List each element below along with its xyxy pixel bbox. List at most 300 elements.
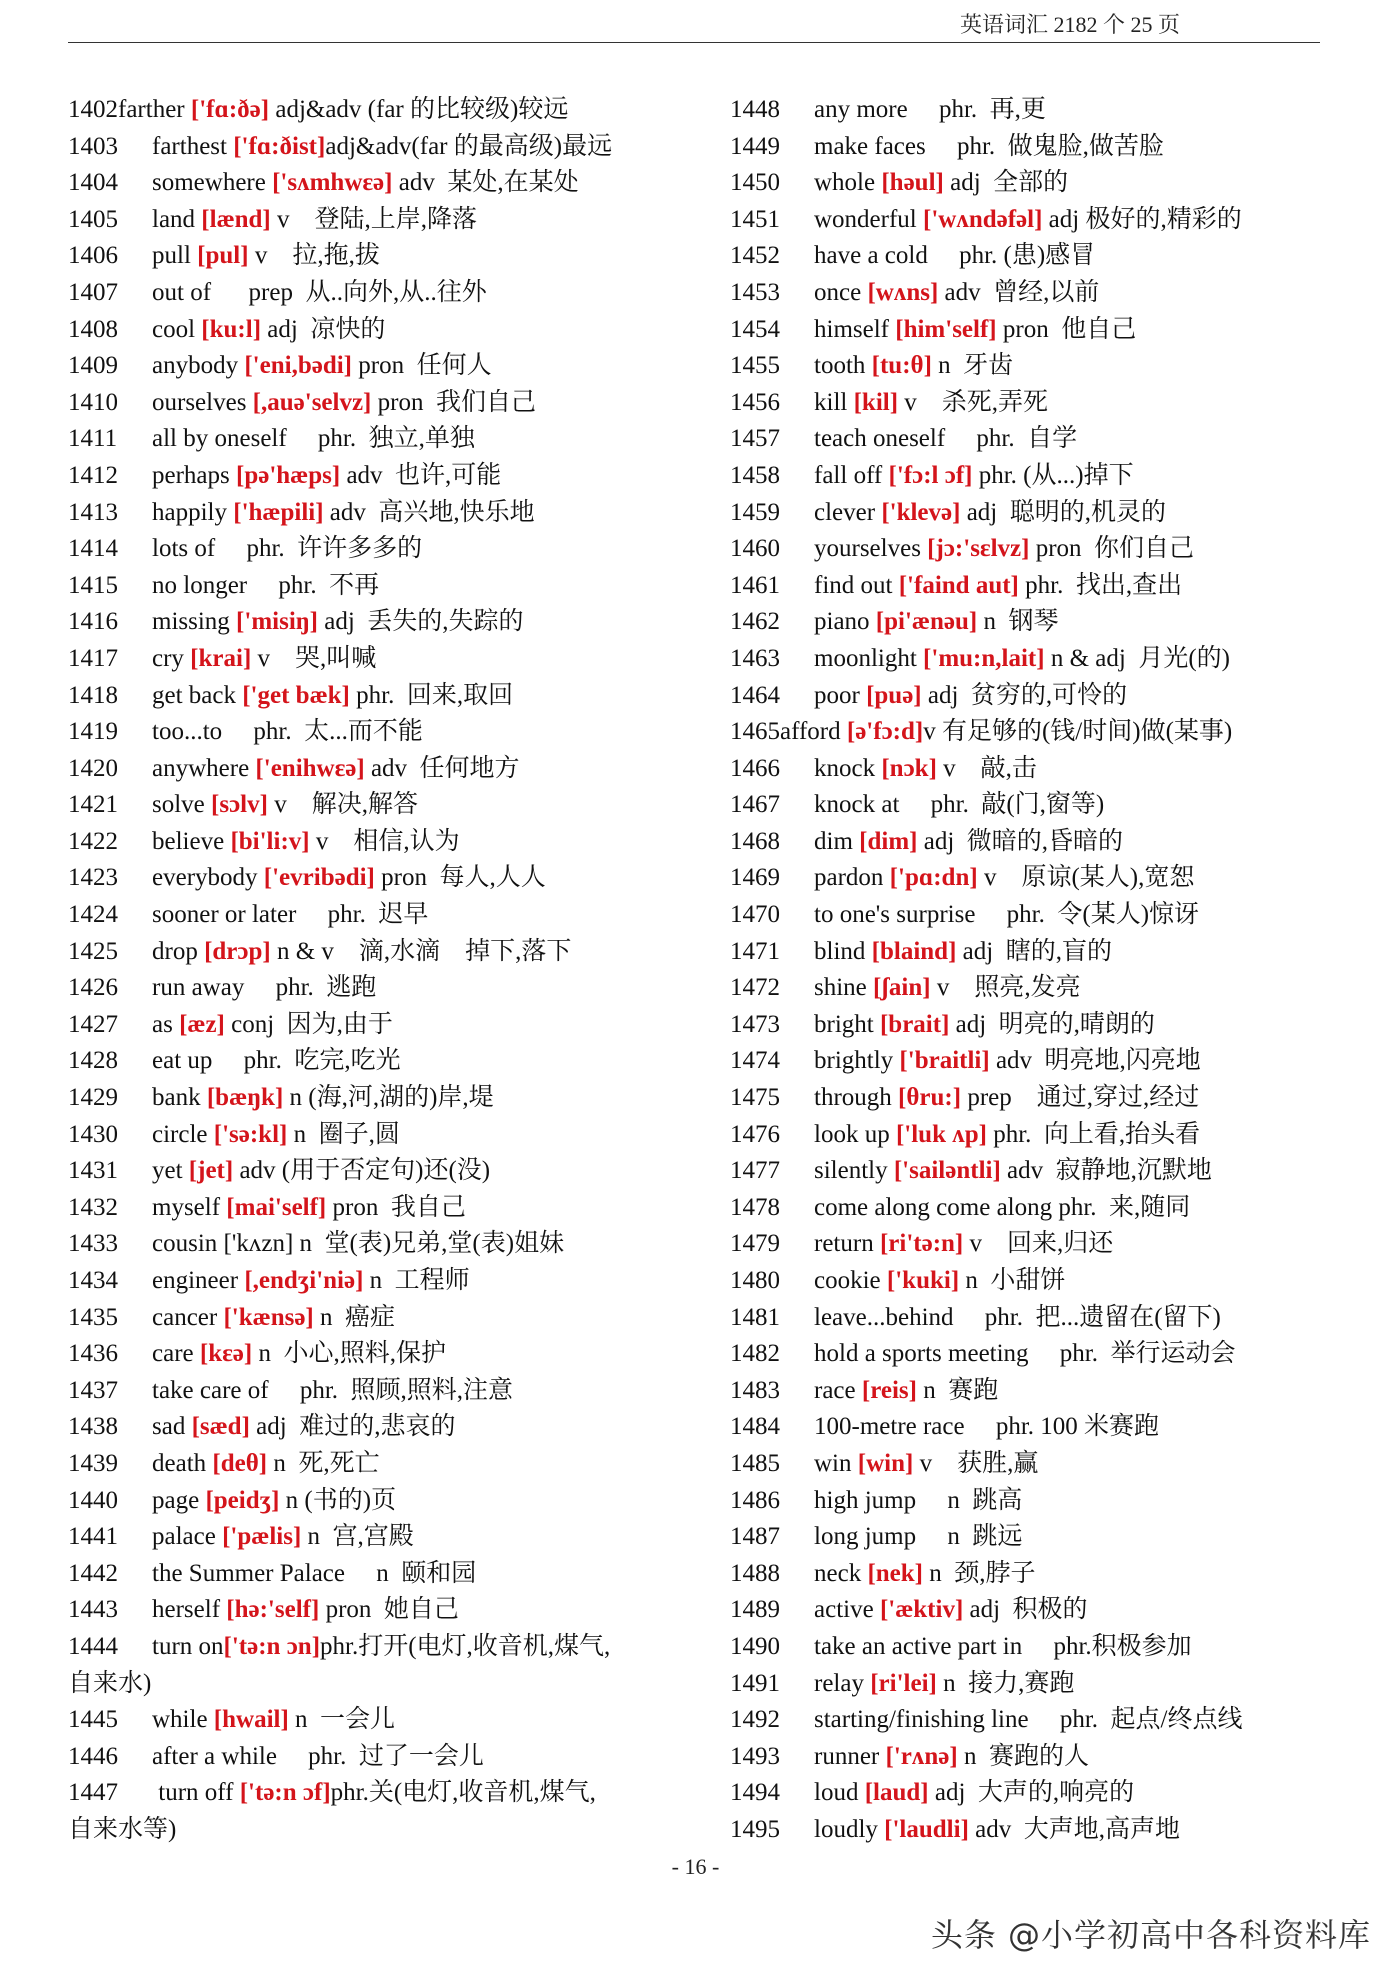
entry-word: clever xyxy=(814,498,882,526)
entry-number: 1485 xyxy=(730,1449,780,1477)
entry-word: believe xyxy=(152,827,231,855)
entry-definition: n 赛跑 xyxy=(916,1376,999,1404)
entry-definition: adv 高兴地,快乐地 xyxy=(323,498,535,526)
entry-definition: adj&adv(far 的最高级)最远 xyxy=(325,132,613,160)
entry-number: 1426 xyxy=(68,974,118,1002)
entry-number: 1482 xyxy=(730,1340,780,1368)
entry-phonetic: [kɛə] xyxy=(199,1340,253,1368)
entry-phonetic: [ri'tə:n] xyxy=(879,1230,964,1258)
entry-word: the Summer Palace n 颐和园 xyxy=(152,1559,477,1587)
vocab-entry xyxy=(730,1666,1350,1703)
vocab-entry xyxy=(68,641,688,678)
page-header: 英语词汇 2182 个 25 页 xyxy=(959,12,1180,37)
vocab-entry xyxy=(68,531,688,568)
entry-number: 1439 xyxy=(68,1449,118,1477)
entry-definition: n 癌症 xyxy=(313,1303,396,1331)
entry-definition: pron 我们自己 xyxy=(371,388,536,416)
entry-word: neck xyxy=(814,1559,868,1587)
entry-phonetic: [jɔ:'sɛlvz] xyxy=(927,535,1030,563)
entry-number: 1457 xyxy=(730,425,780,453)
entry-definition: n 钢琴 xyxy=(977,608,1059,636)
vocab-entry xyxy=(730,202,1350,239)
entry-number: 1460 xyxy=(730,535,780,563)
entry-word: leave...behind phr. 把...遗留在(留下) xyxy=(814,1303,1221,1331)
entry-number: 1427 xyxy=(68,1010,118,1038)
entry-number: 1466 xyxy=(730,754,780,782)
entry-phonetic: [bæŋk] xyxy=(206,1084,284,1112)
entry-word: turn on xyxy=(152,1632,224,1660)
vocab-entry xyxy=(730,1629,1350,1666)
entry-definition: pron 她自己 xyxy=(319,1596,459,1624)
entry-phonetic: [ri'lei] xyxy=(870,1669,937,1697)
entry-number: 1495 xyxy=(730,1815,780,1843)
entry-definition: adv (用于否定句)还(没) xyxy=(233,1157,491,1185)
entry-word: engineer xyxy=(152,1267,245,1294)
entry-phonetic: [nɔk] xyxy=(881,754,937,782)
entry-word: missing xyxy=(152,608,237,636)
entry-number: 1430 xyxy=(68,1120,118,1148)
vocab-entry xyxy=(68,1629,688,1702)
entry-word: dim xyxy=(814,827,860,855)
vocab-entry xyxy=(68,1556,688,1593)
vocab-entry xyxy=(730,1592,1350,1629)
entry-definition: adj 丢失的,失踪的 xyxy=(318,608,524,636)
entry-phonetic: ['sʌmhwɛə] xyxy=(272,169,393,197)
entry-word: sooner or later phr. 迟早 xyxy=(152,901,429,929)
entry-word: yet xyxy=(152,1157,189,1185)
entry-definition: v 有足够的(钱/时间)做(某事) xyxy=(923,718,1233,746)
entry-phonetic: ['pɑ:dn] xyxy=(889,864,978,892)
entry-number: 1452 xyxy=(730,242,780,270)
entry-phonetic: [mai'self] xyxy=(226,1193,327,1221)
entry-phonetic: [blaind] xyxy=(871,937,957,965)
entry-definition: adv 曾经,以前 xyxy=(938,278,1100,306)
entry-number: 1432 xyxy=(68,1193,118,1221)
vocab-entry xyxy=(68,1483,688,1520)
entry-word: teach oneself phr. 自学 xyxy=(814,425,1078,453)
entry-definition: v 敲,击 xyxy=(936,754,1037,782)
entry-word: page xyxy=(152,1486,206,1514)
entry-definition: adj 聪明的,机灵的 xyxy=(960,498,1166,526)
entry-definition: pron 我自己 xyxy=(326,1193,466,1221)
entry-word: take care of phr. 照顾,照料,注意 xyxy=(152,1376,514,1404)
entry-number: 1480 xyxy=(730,1267,780,1294)
entry-phonetic: [dim] xyxy=(859,827,918,855)
entry-definition: v 照亮,发亮 xyxy=(930,974,1081,1002)
vocab-entry xyxy=(730,421,1350,458)
entry-word: tooth xyxy=(814,352,872,380)
vocab-entry xyxy=(730,970,1350,1007)
entry-word: too...to phr. 太...而不能 xyxy=(152,718,423,746)
entry-number: 1418 xyxy=(68,681,118,709)
header-rule xyxy=(68,42,1320,43)
entry-definition: adj 极好的,精彩的 xyxy=(1042,205,1242,233)
vocab-entry xyxy=(730,1519,1350,1556)
entry-definition: adv 明亮地,闪亮地 xyxy=(989,1047,1201,1075)
entry-number: 1494 xyxy=(730,1779,780,1807)
vocab-entry xyxy=(68,312,688,349)
entry-number: 1470 xyxy=(730,901,780,929)
vocab-entry xyxy=(68,1263,688,1300)
entry-definition: adj 全部的 xyxy=(943,169,1069,197)
entry-definition: phr.关(电灯,收音机,煤气, xyxy=(330,1779,596,1807)
vocab-entry xyxy=(730,458,1350,495)
entry-word: 100-metre race phr. 100 米赛跑 xyxy=(814,1413,1160,1441)
entry-definition: adj 微暗的,昏暗的 xyxy=(917,827,1124,855)
entry-word: wonderful xyxy=(814,205,923,233)
vocab-entry xyxy=(68,1775,688,1848)
entry-definition: n 工程师 xyxy=(363,1267,470,1294)
entry-definition: phr. (从...)掉下 xyxy=(972,461,1134,489)
entry-number: 1472 xyxy=(730,974,780,1002)
entry-definition: v 登陆,上岸,降落 xyxy=(270,205,478,233)
entry-number: 1488 xyxy=(730,1559,780,1587)
entry-phonetic: ['sə:kl] xyxy=(213,1120,288,1148)
entry-number: 1475 xyxy=(730,1084,780,1112)
entry-number: 1476 xyxy=(730,1120,780,1148)
entry-definition: adj 大声的,响亮的 xyxy=(928,1779,1135,1807)
vocab-entry xyxy=(730,1007,1350,1044)
entry-definition: adj 难过的,悲哀的 xyxy=(249,1413,456,1441)
vocab-entry xyxy=(730,1409,1350,1446)
entry-number: 1435 xyxy=(68,1303,118,1331)
entry-definition: phr.打开(电灯,收音机,煤气, xyxy=(320,1632,611,1660)
entry-phonetic: [,endʒi'niə] xyxy=(244,1267,364,1294)
vocab-entry xyxy=(730,1446,1350,1483)
entry-number: 1491 xyxy=(730,1669,780,1697)
vocab-entry xyxy=(68,1336,688,1373)
entry-definition: n 颈,脖子 xyxy=(923,1559,1036,1587)
entry-word: cool xyxy=(152,315,202,343)
entry-definition: adv 也许,可能 xyxy=(340,461,502,489)
entry-word: piano xyxy=(814,608,876,636)
entry-word: run away phr. 逃跑 xyxy=(152,974,377,1002)
entry-word: herself xyxy=(152,1596,227,1624)
entry-word: solve xyxy=(152,791,212,819)
entry-number: 1464 xyxy=(730,681,780,709)
right-column xyxy=(730,92,1350,1849)
entry-phonetic: [pul] xyxy=(197,242,249,270)
vocab-entry xyxy=(68,348,688,385)
vocab-entry xyxy=(68,1519,688,1556)
vocab-entry xyxy=(68,604,688,641)
entry-phonetic: [kil] xyxy=(853,388,899,416)
entry-word: pardon xyxy=(814,864,890,892)
vocab-entry xyxy=(730,238,1350,275)
entry-number: 1483 xyxy=(730,1376,780,1404)
entry-phonetic: ['kænsə] xyxy=(223,1303,314,1331)
entry-phonetic: [hwail] xyxy=(213,1706,289,1734)
entry-word: death xyxy=(152,1449,213,1477)
vocab-entry xyxy=(68,458,688,495)
vocab-entry xyxy=(68,495,688,532)
entry-word: lots of phr. 许许多多的 xyxy=(152,535,423,563)
entry-definition: phr. 找出,查出 xyxy=(1018,571,1183,599)
entry-phonetic: ['sailəntli] xyxy=(893,1157,1001,1185)
vocab-entry xyxy=(730,1226,1350,1263)
entry-number: 1416 xyxy=(68,608,118,636)
entry-word: to one's surprise phr. 令(某人)惊讶 xyxy=(814,901,1200,929)
entry-phonetic: [brait] xyxy=(879,1010,950,1038)
vocab-entry xyxy=(730,1775,1350,1812)
entry-phonetic: ['eni,bədi] xyxy=(244,352,353,380)
entry-word: active xyxy=(814,1596,880,1624)
entry-word: make faces phr. 做鬼脸,做苦脸 xyxy=(814,132,1164,160)
entry-number: 1417 xyxy=(68,644,118,672)
entry-number: 1431 xyxy=(68,1157,118,1185)
vocab-entry xyxy=(730,1702,1350,1739)
entry-phonetic: [pi'ænəu] xyxy=(875,608,978,636)
entry-word: through xyxy=(814,1084,899,1112)
entry-phonetic: [peidʒ] xyxy=(205,1486,280,1514)
entry-number: 1486 xyxy=(730,1486,780,1514)
entry-word: farther xyxy=(118,96,191,123)
entry-phonetic: [sæd] xyxy=(191,1413,250,1441)
entry-definition: n 赛跑的人 xyxy=(957,1742,1089,1770)
vocab-entry xyxy=(730,385,1350,422)
entry-phonetic: [drɔp] xyxy=(204,937,271,965)
entry-number: 1493 xyxy=(730,1742,780,1770)
entry-definition: v 相信,认为 xyxy=(309,827,460,855)
vocab-entry xyxy=(68,751,688,788)
entry-number: 1443 xyxy=(68,1596,118,1624)
entry-number: 1444 xyxy=(68,1632,118,1660)
entry-number: 1453 xyxy=(730,278,780,306)
entry-definition: n 一会儿 xyxy=(288,1706,396,1734)
vocab-entry xyxy=(68,1409,688,1446)
entry-number: 1414 xyxy=(68,535,118,563)
vocab-entry xyxy=(730,934,1350,971)
entry-number: 1445 xyxy=(68,1706,118,1734)
vocab-entry xyxy=(730,1080,1350,1117)
entry-word: brightly xyxy=(814,1047,900,1075)
vocab-entry xyxy=(730,495,1350,532)
entry-phonetic: [æz] xyxy=(179,1010,225,1038)
vocab-entry xyxy=(730,568,1350,605)
vocab-entry xyxy=(68,1446,688,1483)
entry-definition: adj 积极的 xyxy=(963,1596,1088,1624)
entry-number: 1478 xyxy=(730,1193,780,1221)
vocab-entry xyxy=(68,1190,688,1227)
entry-word: care xyxy=(152,1340,200,1368)
entry-number: 1423 xyxy=(68,864,118,892)
entry-number: 1441 xyxy=(68,1523,118,1551)
entry-definition: v 获胜,赢 xyxy=(913,1449,1039,1477)
entry-definition: adv 寂静地,沉默地 xyxy=(1000,1157,1212,1185)
entry-definition-continued: 自来水) xyxy=(68,1669,152,1697)
entry-word: himself xyxy=(814,315,896,343)
entry-definition: pron 你们自己 xyxy=(1029,535,1195,563)
entry-number: 1410 xyxy=(68,388,118,416)
entry-phonetic: [win] xyxy=(857,1449,914,1477)
entry-definition: adj 瞎的,盲的 xyxy=(956,937,1112,965)
entry-word: moonlight xyxy=(814,644,924,672)
entry-definition: conj 因为,由于 xyxy=(224,1010,393,1038)
entry-number: 1462 xyxy=(730,608,780,636)
entry-number: 1440 xyxy=(68,1486,118,1514)
vocab-entry xyxy=(68,385,688,422)
entry-phonetic: [reis] xyxy=(861,1376,917,1404)
vocab-entry xyxy=(68,1043,688,1080)
vocab-entry xyxy=(730,751,1350,788)
entry-word: win xyxy=(814,1449,858,1477)
entry-definition: n (书的)页 xyxy=(279,1486,397,1514)
vocab-entry xyxy=(68,1153,688,1190)
entry-word: loud xyxy=(814,1779,865,1807)
vocab-entry xyxy=(730,1812,1350,1849)
entry-phonetic: [ə'fɔ:d] xyxy=(846,718,924,746)
entry-word: eat up phr. 吃完,吃光 xyxy=(152,1047,401,1075)
entry-word: all by oneself phr. 独立,单独 xyxy=(152,425,475,453)
entry-phonetic: ['braitli] xyxy=(899,1047,990,1075)
entry-word: starting/finishing line phr. 起点/终点线 xyxy=(814,1706,1243,1734)
entry-word: silently xyxy=(814,1157,894,1185)
entry-word: circle xyxy=(152,1120,214,1148)
entry-number: 1479 xyxy=(730,1230,780,1258)
entry-definition: pron 每人,人人 xyxy=(374,864,546,892)
entry-word: loudly xyxy=(814,1815,885,1843)
entry-number: 1424 xyxy=(68,901,118,929)
vocab-entry xyxy=(68,1373,688,1410)
entry-phonetic: [krai] xyxy=(190,644,252,672)
entry-phonetic: [tu:θ] xyxy=(871,352,932,380)
vocab-entry xyxy=(68,1080,688,1117)
entry-word: take an active part in phr.积极参加 xyxy=(814,1632,1192,1660)
entry-word: somewhere xyxy=(152,169,273,197)
vocab-entry xyxy=(68,934,688,971)
entry-word: long jump n 跳远 xyxy=(814,1523,1023,1551)
entry-number: 1449 xyxy=(730,132,780,160)
entry-number: 1411 xyxy=(68,425,118,453)
vocab-entry xyxy=(730,1336,1350,1373)
entry-word: sad xyxy=(152,1413,192,1441)
entry-number: 1421 xyxy=(68,791,118,819)
entry-number: 1407 xyxy=(68,278,118,306)
entry-word: cancer xyxy=(152,1303,224,1331)
entry-phonetic: ['laudli] xyxy=(884,1815,969,1843)
entry-number: 1468 xyxy=(730,827,780,855)
entry-number: 1402 xyxy=(68,96,118,123)
entry-phonetic: [hə:'self] xyxy=(226,1596,320,1624)
entry-word: myself xyxy=(152,1193,227,1221)
entry-number: 1403 xyxy=(68,132,118,160)
entry-phonetic: ['tə:n ɔn] xyxy=(223,1632,321,1660)
entry-definition: n 接力,赛跑 xyxy=(936,1669,1075,1697)
entry-number: 1428 xyxy=(68,1047,118,1075)
entry-word: blind xyxy=(814,937,872,965)
entry-word: perhaps xyxy=(152,461,236,489)
entry-phonetic: [jet] xyxy=(188,1157,234,1185)
vocab-entry xyxy=(730,92,1350,129)
entry-phonetic: [lænd] xyxy=(201,205,271,233)
entry-phonetic: ['fɔ:l ɔf] xyxy=(888,461,973,489)
entry-word: whole xyxy=(814,169,882,197)
entry-number: 1459 xyxy=(730,498,780,526)
vocab-entry xyxy=(730,1739,1350,1776)
entry-word: come along come along phr. 来,随同 xyxy=(814,1193,1191,1221)
vocab-entry xyxy=(730,787,1350,824)
entry-definition: adj 明亮的,晴朗的 xyxy=(949,1010,1155,1038)
entry-word: bank xyxy=(152,1084,207,1112)
entry-word: farthest xyxy=(152,132,234,160)
entry-number: 1492 xyxy=(730,1706,780,1734)
vocab-entry xyxy=(68,714,688,751)
entry-definition: prep 通过,穿过,经过 xyxy=(961,1084,1200,1112)
entry-word: high jump n 跳高 xyxy=(814,1486,1023,1514)
vocab-entry xyxy=(68,275,688,312)
entry-phonetic: [nek] xyxy=(867,1559,924,1587)
entry-number: 1447 xyxy=(68,1779,118,1807)
vocab-entry xyxy=(730,1483,1350,1520)
vocab-entry xyxy=(68,92,688,129)
entry-number: 1484 xyxy=(730,1413,780,1441)
vocab-entry xyxy=(730,312,1350,349)
entry-phonetic: ['faind aut] xyxy=(898,571,1019,599)
entry-phonetic: ['kuki] xyxy=(886,1267,960,1294)
entry-definition: n 宫,宫殿 xyxy=(301,1523,414,1551)
vocab-entry xyxy=(730,678,1350,715)
entry-phonetic: ['fɑ:ðist] xyxy=(233,132,326,160)
entry-phonetic: ['rʌnə] xyxy=(885,1742,958,1770)
entry-word: look up xyxy=(814,1120,896,1148)
entry-number: 1425 xyxy=(68,937,118,965)
entry-number: 1436 xyxy=(68,1340,118,1368)
entry-number: 1473 xyxy=(730,1010,780,1038)
entry-phonetic: [sɔlv] xyxy=(211,791,268,819)
entry-word: knock at phr. 敲(门,窗等) xyxy=(814,791,1105,819)
entry-definition: n 牙齿 xyxy=(931,352,1014,380)
vocab-entry xyxy=(730,1556,1350,1593)
vocab-entry xyxy=(68,202,688,239)
entry-phonetic: [him'self] xyxy=(895,315,997,343)
entry-number: 1481 xyxy=(730,1303,780,1331)
vocab-entry xyxy=(68,787,688,824)
vocab-entry xyxy=(68,421,688,458)
entry-phonetic: [ʃain] xyxy=(873,974,931,1002)
entry-number: 1467 xyxy=(730,791,780,819)
vocab-entry xyxy=(68,860,688,897)
vocab-entry xyxy=(68,1702,688,1739)
entry-phonetic: ['hæpili] xyxy=(233,498,324,526)
entry-word: cookie xyxy=(814,1267,887,1294)
entry-word: race xyxy=(814,1376,862,1404)
vocab-entry xyxy=(730,165,1350,202)
entry-definition: adj 贫穷的,可怜的 xyxy=(921,681,1128,709)
entry-definition: adj 凉快的 xyxy=(261,315,386,343)
entry-definition: adv 任何地方 xyxy=(364,754,520,782)
entry-phonetic: ['get bæk] xyxy=(242,681,350,709)
vocab-entry xyxy=(730,714,1350,751)
vocab-entry xyxy=(730,129,1350,166)
entry-phonetic: ['pælis] xyxy=(222,1523,302,1551)
entry-number: 1477 xyxy=(730,1157,780,1185)
entry-definition: adv 某处,在某处 xyxy=(392,169,579,197)
page-number: - 16 - xyxy=(671,1854,720,1879)
entry-word: happily xyxy=(152,498,234,526)
vocab-entry xyxy=(68,1007,688,1044)
vocab-entry xyxy=(68,1117,688,1154)
vocab-entry xyxy=(68,678,688,715)
entry-number: 1442 xyxy=(68,1559,118,1587)
vocab-entry xyxy=(730,275,1350,312)
vocab-entry xyxy=(68,897,688,934)
entry-phonetic: ['luk ʌp] xyxy=(895,1120,987,1148)
entry-number: 1450 xyxy=(730,169,780,197)
entry-word: knock xyxy=(814,754,882,782)
entry-phonetic: [wʌns] xyxy=(867,278,939,306)
entry-word: pull xyxy=(152,242,198,270)
entry-phonetic: ['evribədi] xyxy=(263,864,375,892)
